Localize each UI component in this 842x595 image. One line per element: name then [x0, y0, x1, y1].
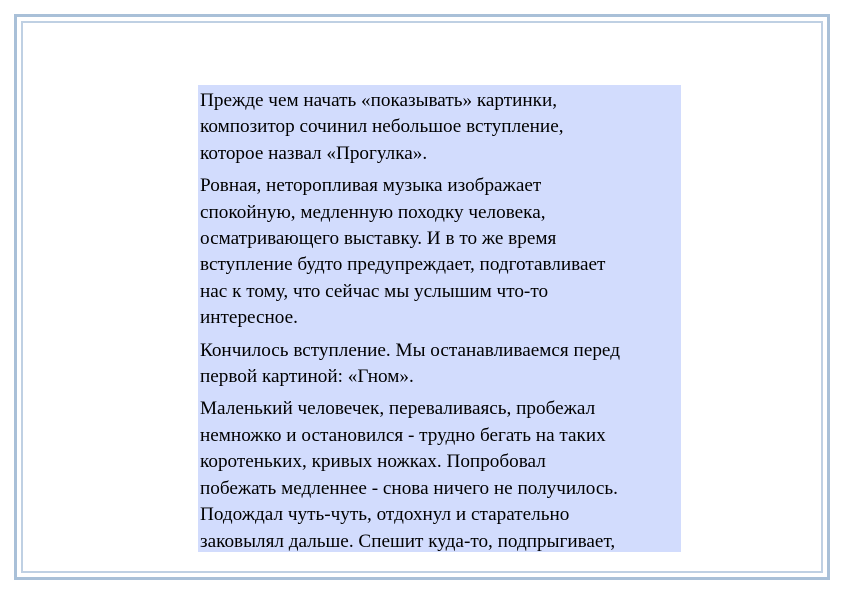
paragraph-gnome — [200, 396, 679, 552]
text-line: немножко и остановился - трудно бегать на таких — [200, 424, 606, 446]
text-line: Кончилось вступление. Мы останавливаемся перед — [200, 339, 620, 361]
text-line: нас к тому, что сейчас мы услышим что-то — [200, 280, 549, 302]
text-line: побежать медленнее - снова ничего не получилось. — [200, 477, 618, 499]
text-line: композитор сочинил небольшое вступление, — [200, 116, 564, 138]
paragraph-first-picture — [200, 338, 679, 391]
text-line: заковылял дальше. Спешит куда-то, подпрыгивает, — [200, 530, 616, 552]
text-line: спокойную, медленную походку человека, — [200, 201, 546, 223]
text-line: коротеньких, кривых ножках. Попробовал — [200, 451, 546, 473]
text-line: Маленький человечек, переваливаясь, пробежал — [200, 398, 596, 420]
text-line: Прежде чем начать «показывать» картинки, — [200, 90, 558, 111]
text-block — [198, 85, 681, 552]
text-line: Ровная, неторопливая музыка изображает — [200, 175, 542, 197]
paragraph-intro — [200, 88, 679, 167]
text-line: первой картиной: «Гном». — [200, 366, 414, 388]
text-line: Подождал чуть-чуть, отдохнул и старательно — [200, 504, 570, 526]
text-line: интересное. — [200, 307, 298, 329]
paragraph-music — [200, 173, 679, 331]
text-line: вступление будто предупреждает, подготавливает — [200, 254, 606, 276]
text-line: осматривающего выставку. И в то же время — [200, 228, 557, 250]
text-line: которое назвал «Прогулка». — [200, 142, 428, 164]
